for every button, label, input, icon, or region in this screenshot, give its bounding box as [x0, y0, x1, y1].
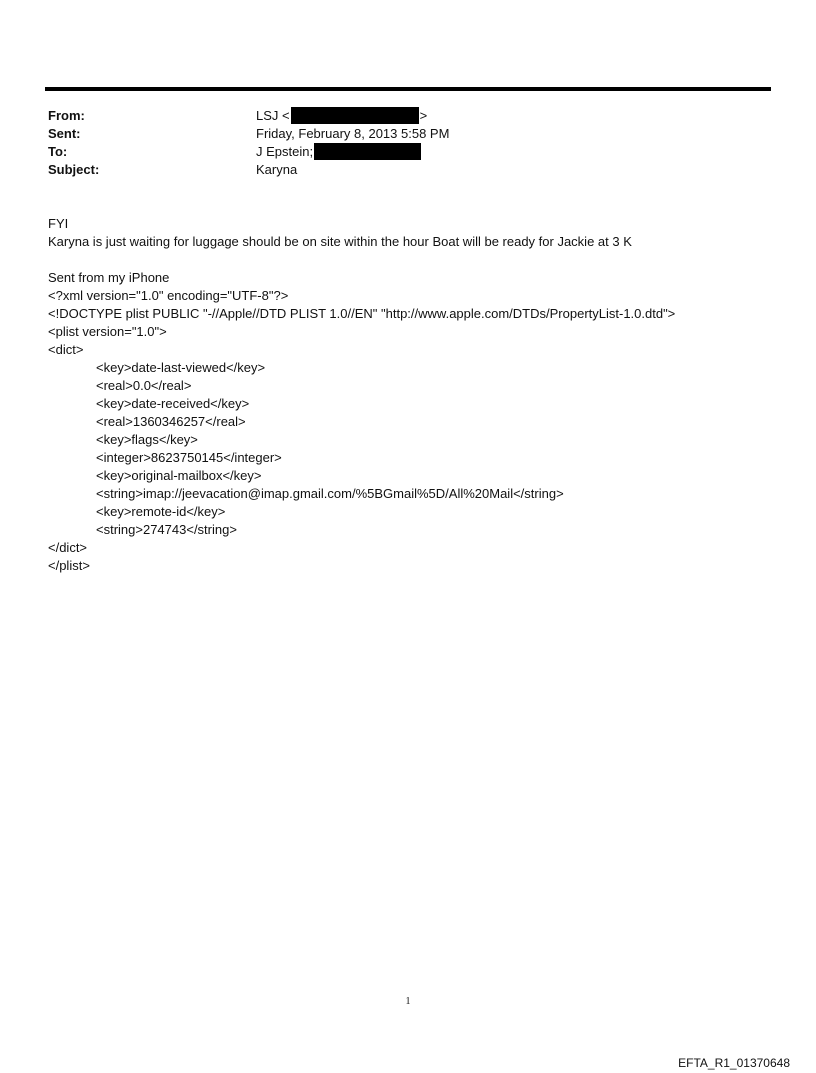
body-line-key: <key>date-last-viewed</key> — [96, 360, 266, 375]
sent-value: Friday, February 8, 2013 5:58 PM — [256, 126, 450, 141]
body-line-value: <real>0.0</real> — [96, 378, 192, 393]
from-name: LSJ < — [256, 108, 290, 123]
to-value-wrap — [256, 143, 421, 161]
subject-value: Karyna — [256, 162, 298, 177]
to-value: J Epstein; — [256, 144, 314, 159]
body-line-key: <key>remote-id</key> — [96, 504, 226, 519]
from-close: > — [419, 108, 428, 123]
header-rule — [45, 87, 771, 91]
redaction-box — [314, 143, 421, 160]
body-line-key: <key>original-mailbox</key> — [96, 468, 262, 483]
body-line-value: <integer>8623750145</integer> — [96, 450, 282, 465]
body-line-fyi: FYI — [48, 216, 69, 231]
body-line-value: <string>274743</string> — [96, 522, 237, 537]
sent-label: Sent: — [48, 126, 81, 141]
bates-number: EFTA_R1_01370648 — [678, 1056, 790, 1070]
body-line-dict-close: </dict> — [48, 540, 88, 555]
to-label: To: — [48, 144, 68, 159]
body-line-key: <key>date-received</key> — [96, 396, 250, 411]
body-line-xml-decl: <?xml version="1.0" encoding="UTF-8"?> — [48, 288, 289, 303]
from-value — [256, 107, 427, 125]
body-line-signature: Sent from my iPhone — [48, 270, 170, 285]
body-line-plist-close: </plist> — [48, 558, 90, 573]
redaction-box — [291, 107, 419, 124]
body-line-dict-open: <dict> — [48, 342, 84, 357]
subject-label: Subject: — [48, 162, 100, 177]
body-line-doctype: <!DOCTYPE plist PUBLIC "-//Apple//DTD PLIST 1.0//EN" "http://www.apple.com/DTDs/PropertyList-1.0.dtd"> — [48, 306, 676, 321]
body-line-value: <string>imap://jeevacation@imap.gmail.com/%5BGmail%5D/All%20Mail</string> — [96, 486, 564, 501]
page-number: 1 — [405, 996, 411, 1007]
from-label: From: — [48, 108, 85, 123]
body-line-plist-open: <plist version="1.0"> — [48, 324, 167, 339]
body-line-value: <real>1360346257</real> — [96, 414, 246, 429]
body-line-message: Karyna is just waiting for luggage should be on site within the hour Boat will be ready for Jackie at 3 K — [48, 234, 632, 249]
body-line-key: <key>flags</key> — [96, 432, 198, 447]
